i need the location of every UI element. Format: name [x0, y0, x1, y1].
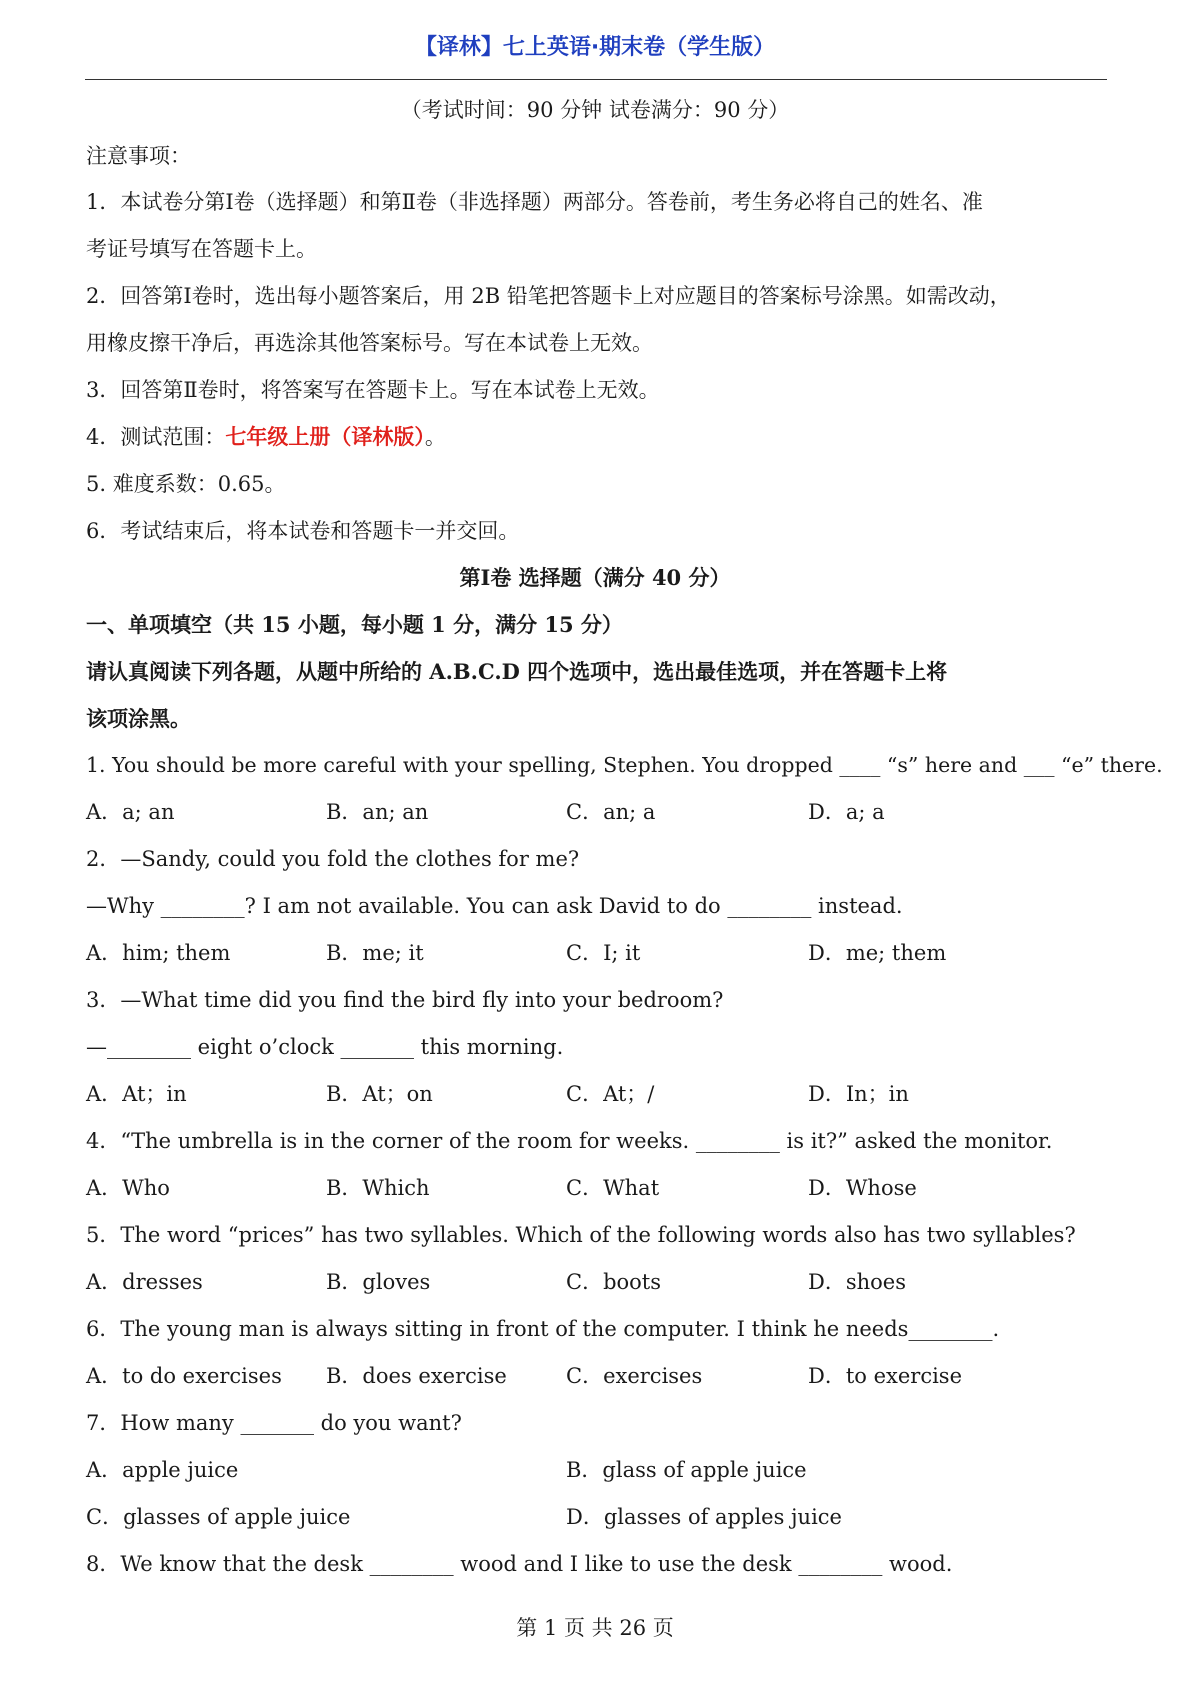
- q6-option-b: B．does exercise: [326, 1364, 507, 1388]
- question-3-line-2: —________ eight o’clock _______ this morning.: [86, 1035, 564, 1059]
- page-header-title: 【译林】七上英语·期末卷（学生版）: [414, 35, 776, 60]
- question-2-line-2: —Why ________? I am not available. You can ask David to do ________ instead.: [86, 894, 903, 918]
- question-3-line-1: 3．—What time did you find the bird fly into your bedroom?: [86, 988, 724, 1012]
- q5-option-b: B．gloves: [326, 1270, 431, 1294]
- q5-option-a: A．dresses: [86, 1270, 203, 1294]
- q4-option-d: D．Whose: [808, 1176, 917, 1200]
- note-4: [86, 425, 446, 449]
- part-1-heading: 一、单项填空（共 15 小题，每小题 1 分，满分 15 分）: [86, 612, 623, 637]
- question-1: 1. You should be more careful with your spelling, Stephen. You dropped ____ “s” here and ___ “e” there.: [86, 753, 1163, 777]
- note-2-line-2: 用橡皮擦干净后，再选涂其他答案标号。写在本试卷上无效。: [86, 331, 653, 355]
- note-4-scope: 七年级上册（译林版）: [225, 424, 425, 449]
- question-7: 7．How many _______ do you want?: [86, 1411, 462, 1435]
- question-4: 4．“The umbrella is in the corner of the room for weeks. ________ is it?” asked the monitor.: [86, 1129, 1053, 1153]
- exam-subtitle: （考试时间：90 分钟 试卷满分：90 分）: [400, 98, 790, 122]
- q1-option-b: B．an; an: [326, 800, 429, 824]
- q4-option-b: B．Which: [326, 1176, 430, 1200]
- q2-option-c: C．I; it: [566, 941, 641, 965]
- question-6: 6．The young man is always sitting in front of the computer. I think he needs________.: [86, 1317, 1000, 1341]
- q7-option-b: B．glass of apple juice: [566, 1458, 807, 1482]
- q4-option-c: C．What: [566, 1176, 660, 1200]
- q6-option-a: A．to do exercises: [86, 1364, 282, 1388]
- section-1-title: 第Ⅰ卷 选择题（满分 40 分）: [459, 565, 731, 590]
- note-1-line-2: 考证号填写在答题卡上。: [86, 237, 317, 261]
- notes-heading: 注意事项：: [86, 144, 191, 168]
- header-divider: [85, 79, 1107, 80]
- q4-option-a: A．Who: [86, 1176, 170, 1200]
- q3-option-b: B．At；on: [326, 1082, 433, 1106]
- note-6: 6．考试结束后，将本试卷和答题卡一并交回。: [86, 519, 520, 543]
- q5-option-d: D．shoes: [808, 1270, 906, 1294]
- q3-option-c: C．At；/: [566, 1082, 655, 1106]
- q6-option-d: D．to exercise: [808, 1364, 963, 1388]
- question-8: 8．We know that the desk ________ wood and I like to use the desk ________ wood.: [86, 1552, 953, 1576]
- q2-option-d: D．me; them: [808, 941, 947, 965]
- q1-option-c: C．an; a: [566, 800, 656, 824]
- note-1-line-1: 1．本试卷分第Ⅰ卷（选择题）和第Ⅱ卷（非选择题）两部分。答卷前，考生务必将自己的姓名、准: [86, 190, 983, 214]
- q1-option-d: D．a; a: [808, 800, 885, 824]
- page-footer: 第 1 页 共 26 页: [516, 1616, 674, 1640]
- question-2-line-1: 2．—Sandy, could you fold the clothes for me?: [86, 847, 580, 871]
- q7-option-a: A．apple juice: [86, 1458, 239, 1482]
- note-4-suffix: 。: [424, 425, 446, 449]
- q2-option-a: A．him; them: [86, 941, 231, 965]
- q7-option-d: D．glasses of apples juice: [566, 1505, 842, 1529]
- question-5: 5．The word “prices” has two syllables. Which of the following words also has two syllables?: [86, 1223, 1076, 1247]
- note-3: 3．回答第Ⅱ卷时，将答案写在答题卡上。写在本试卷上无效。: [86, 378, 660, 402]
- part-1-instruction-line-1: 请认真阅读下列各题，从题中所给的 A.B.C.D 四个选项中，选出最佳选项，并在答题卡上将: [86, 659, 948, 684]
- q2-option-b: B．me; it: [326, 941, 424, 965]
- note-2-line-1: 2．回答第Ⅰ卷时，选出每小题答案后，用 2B 铅笔把答题卡上对应题目的答案标号涂黑。如需改动，: [86, 284, 1011, 308]
- q3-option-a: A．At；in: [86, 1082, 187, 1106]
- note-4-prefix: 4．测试范围：: [86, 425, 226, 449]
- q6-option-c: C．exercises: [566, 1364, 703, 1388]
- part-1-instruction-line-2: 该项涂黑。: [86, 706, 191, 731]
- q5-option-c: C．boots: [566, 1270, 662, 1294]
- q7-option-c: C．glasses of apple juice: [86, 1505, 351, 1529]
- note-5: 5. 难度系数：0.65。: [86, 472, 286, 496]
- q1-option-a: A．a; an: [86, 800, 175, 824]
- q3-option-d: D．In；in: [808, 1082, 909, 1106]
